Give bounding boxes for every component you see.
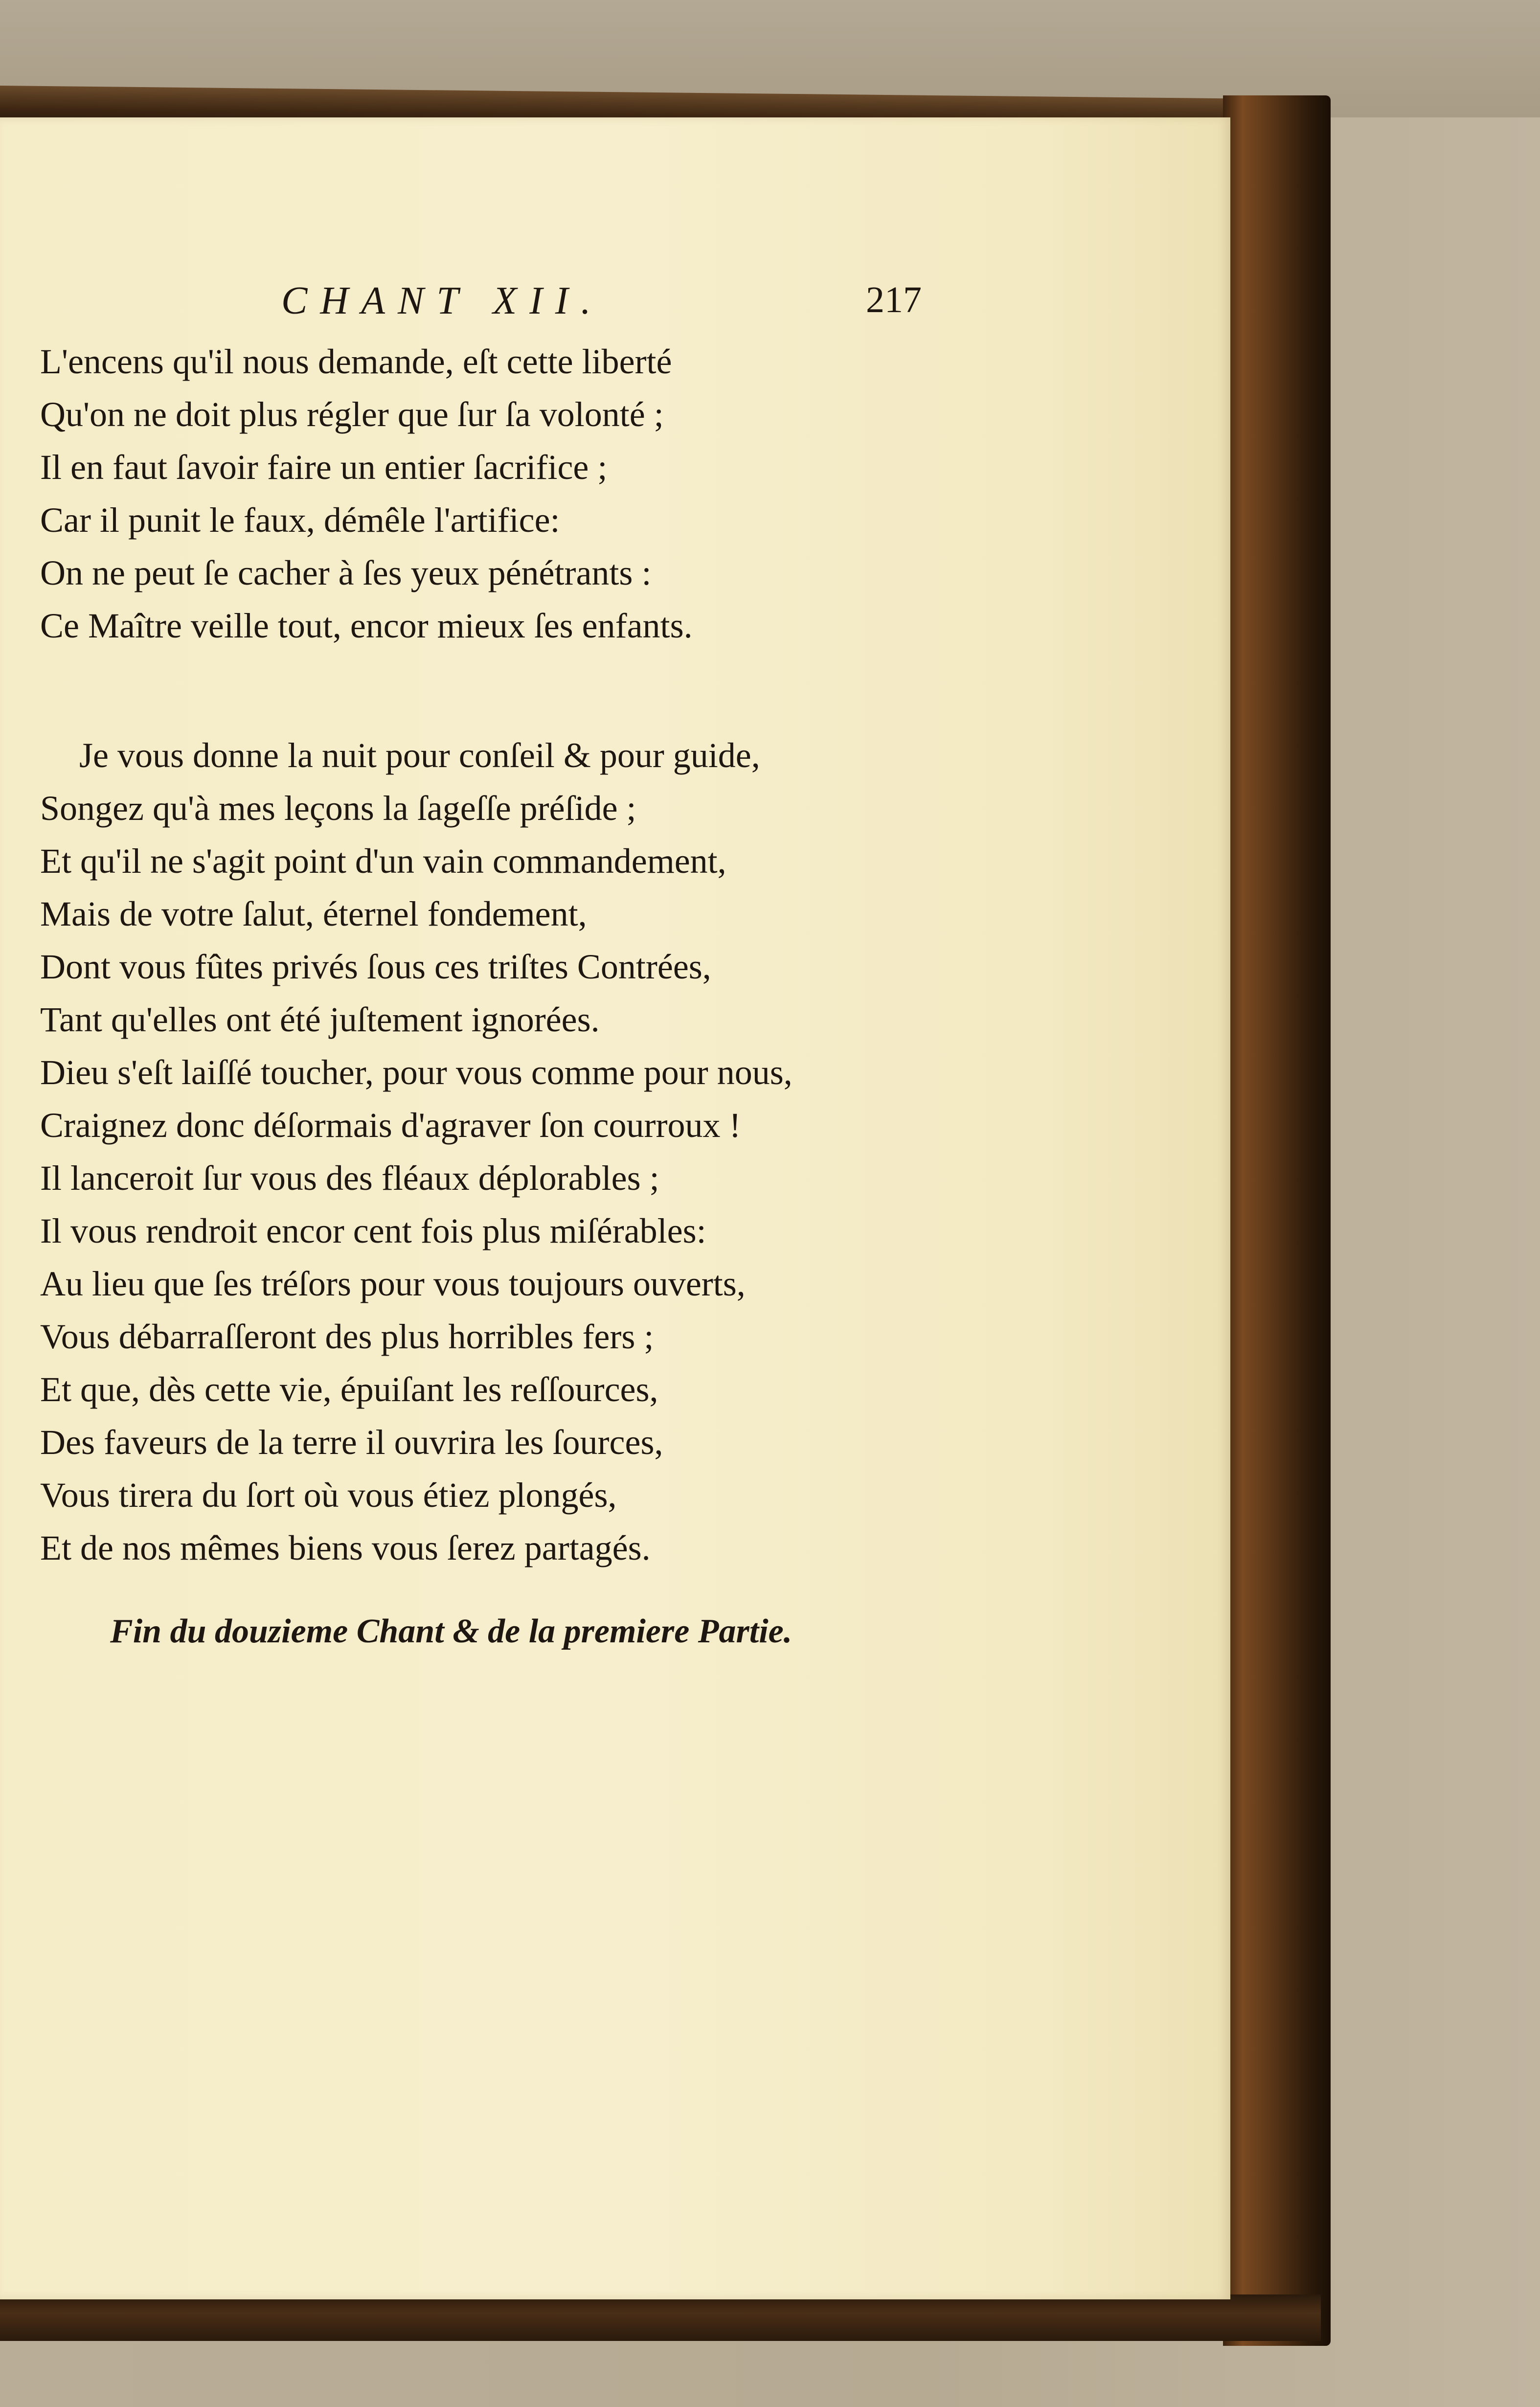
verse-line: Ce Maître veille tout, encor mieux ſes enfants. <box>40 606 693 645</box>
verse-line: Il vous rendroit encor cent fois plus miſérables: <box>40 1211 706 1250</box>
verse-line: L'encens qu'il nous demande, eſt cette liberté <box>40 342 672 381</box>
verse-line: Je vous donne la nuit pour conſeil & pour guide, <box>79 736 760 775</box>
stanza <box>40 729 793 1574</box>
colophon: Fin du douzieme Chant & de la premiere Partie. <box>110 1612 793 1650</box>
verse-line: Au lieu que ſes tréſors pour vous toujours ouverts, <box>40 1264 746 1303</box>
verse-line: Songez qu'à mes leçons la ſageſſe préſide ; <box>40 789 636 828</box>
verse-line: On ne peut ſe cacher à ſes yeux pénétrants : <box>40 553 652 592</box>
book-page <box>0 117 1230 2299</box>
verse-line: Car il punit le faux, démêle l'artifice: <box>40 500 560 540</box>
verse-line: Dieu s'eſt laiſſé toucher, pour vous comme pour nous, <box>40 1053 793 1092</box>
verse-line: Des faveurs de la terre il ouvrira les ſources, <box>40 1423 663 1462</box>
verse-line: Tant qu'elles ont été juſtement ignorées. <box>40 1000 600 1039</box>
verse-line: Mais de votre ſalut, éternel fondement, <box>40 894 587 933</box>
running-header <box>0 279 978 338</box>
verse-line: Et que, dès cette vie, épuiſant les reſſources, <box>40 1370 658 1409</box>
verse-line: Il en faut ſavoir faire un entier ſacrifice ; <box>40 448 608 487</box>
stanza <box>40 335 693 652</box>
verse-line: Et qu'il ne s'agit point d'un vain commandement, <box>40 841 726 881</box>
verse-line: Vous tirera du ſort où vous étiez plongés, <box>40 1476 617 1515</box>
verse-line: Vous débarraſſeront des plus horribles fers ; <box>40 1317 654 1356</box>
page-number: 217 <box>866 279 922 320</box>
verse-line: Et de nos mêmes biens vous ſerez partagés. <box>40 1528 651 1567</box>
book-cover-bottom-edge <box>0 2294 1321 2341</box>
running-title: CHANT XII. <box>281 279 604 322</box>
verse-line: Dont vous fûtes privés ſous ces triſtes Contrées, <box>40 947 711 986</box>
book-cover-spine-edge <box>1223 95 1331 2346</box>
verse-line: Qu'on ne doit plus régler que ſur ſa volonté ; <box>40 395 664 434</box>
verse-line: Il lanceroit ſur vous des fléaux déplorables ; <box>40 1158 659 1198</box>
verse-line: Craignez donc déſormais d'agraver ſon courroux ! <box>40 1106 741 1145</box>
